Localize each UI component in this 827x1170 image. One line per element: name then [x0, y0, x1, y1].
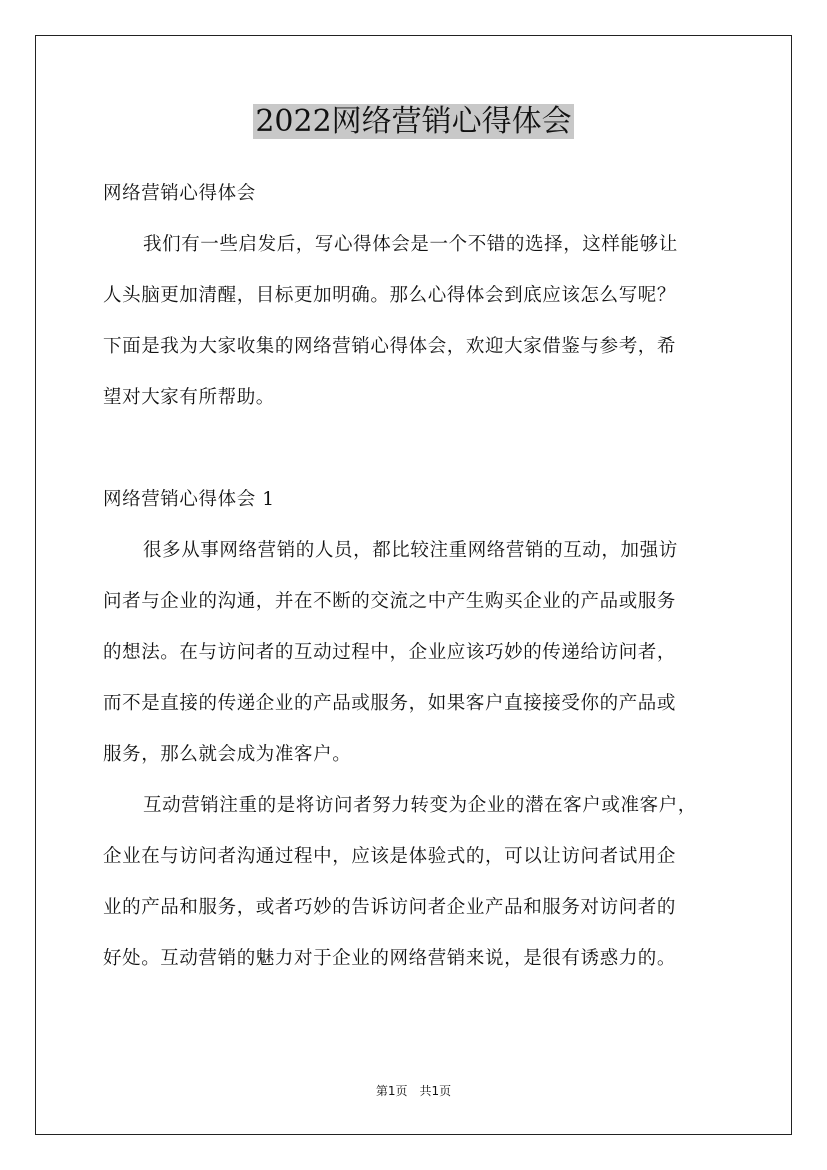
intro-line-4: 望对大家有所帮助。 [103, 387, 275, 408]
document-title-text: 2022网络营销心得体会 [255, 104, 572, 139]
document-body [103, 168, 728, 984]
section1-p1-line-2: 问者与企业的沟通，并在不断的交流之中产生购买企业的产品或服务 [103, 591, 677, 612]
section1-p2-line-4: 好处。互动营销的魅力对于企业的网络营销来说，是很有诱惑力的。 [103, 948, 677, 969]
intro-line-1: 我们有一些启发后，写心得体会是一个不错的选择，这样能够让 [143, 234, 678, 255]
section1-p2-line-1: 互动营销注重的是将访问者努力转变为企业的潜在客户或准客户， [143, 795, 697, 816]
section-gap [103, 423, 728, 474]
intro-heading: 网络营销心得体会 [103, 183, 256, 204]
document-title [0, 100, 827, 144]
intro-line-2: 人头脑更加清醒，目标更加明确。那么心得体会到底应该怎么写呢？ [103, 285, 677, 306]
section1-p1-line-5: 服务，那么就会成为准客户。 [103, 744, 352, 765]
section1-p2-line-2: 企业在与访问者沟通过程中，应该是体验式的，可以让访问者试用企 [103, 846, 677, 867]
section1-p1-line-1: 很多从事网络营销的人员，都比较注重网络营销的互动，加强访 [143, 540, 678, 561]
intro-line-3: 下面是我为大家收集的网络营销心得体会，欢迎大家借鉴与参考，希 [103, 336, 677, 357]
section1-p1-line-4: 而不是直接的传递企业的产品或服务，如果客户直接接受你的产品或 [103, 693, 677, 714]
section1-p1-line-3: 的想法。在与访问者的互动过程中，企业应该巧妙的传递给访问者， [103, 642, 677, 663]
section1-p2-line-3: 业的产品和服务，或者巧妙的告诉访问者企业产品和服务对访问者的 [103, 897, 677, 918]
page-footer: 第1页 共1页 [375, 1084, 452, 1098]
section1-heading: 网络营销心得体会 1 [103, 489, 275, 510]
